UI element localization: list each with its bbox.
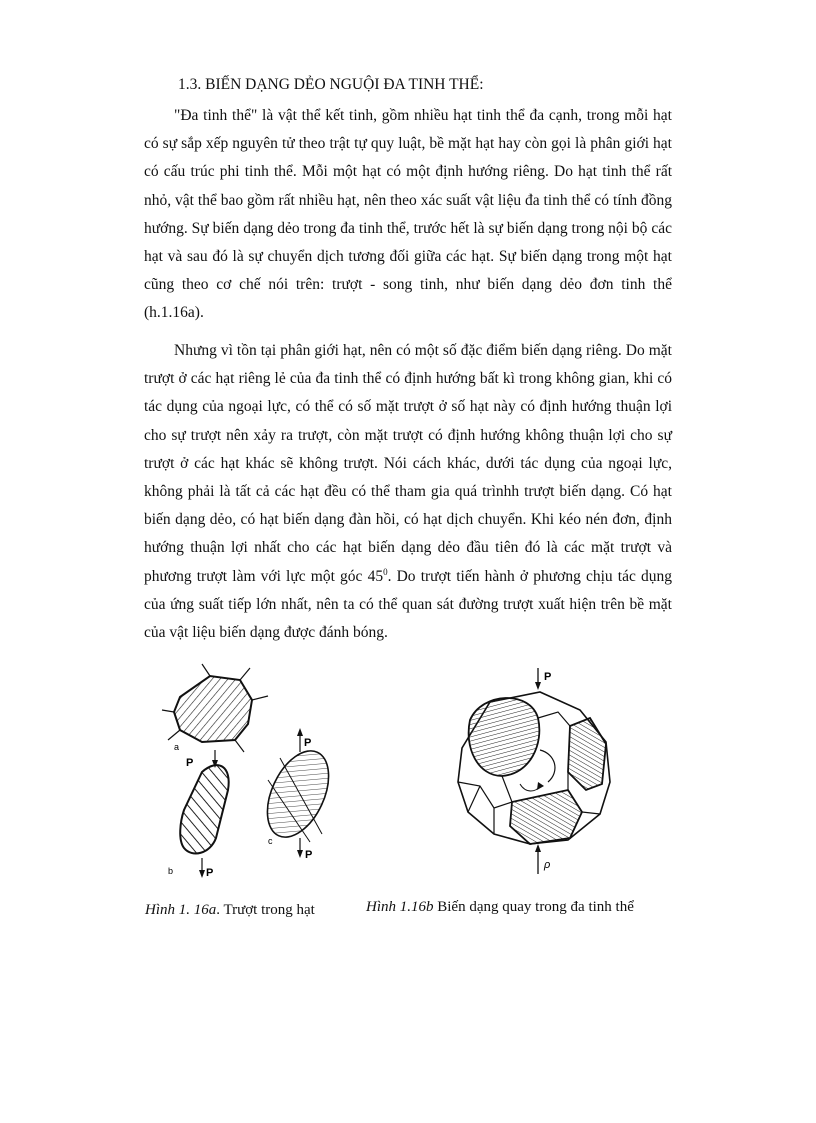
figure-1-16b-caption — [366, 899, 634, 916]
rotated-grain-2 — [568, 718, 606, 790]
caption-a-text: . Trượt trong hạt — [216, 902, 315, 918]
label-c: c — [268, 836, 273, 846]
label-p-bottom: ρ — [544, 859, 551, 871]
paragraph-2-text: Nhưng vì tồn tại phân giới hạt, nên có một số đặc điểm biến dạng riêng. Do mặt trượt ở các hạt riêng lẻ của đa tinh thể có định hướng bất kì trong không gian, khi có tác dụng của ngoại lực, có thể có số mặt trượt ở số hạt này có định hướng thuận lợi cho sự trượt nên xảy ra trượt, còn mặt trượt có định hướng không thuận lợi cho sự trượt ở các hạt khác sẽ không trượt. Nói cách khác, dưới tác dụng của ngoại lực, không phải là tất cả các hạt đều có thể tham gia quá trìnhh trượt biến dạng. Có hạt biến dạng dẻo, có hạt biến dạng đàn hồi, có hạt dịch chuyển. Khi kéo nén đơn, định hướng thuận lợi nhất cho các hạt biến dạng dẻo đầu tiên đó là các mặt trượt và phương trượt làm với lực một góc 45 — [144, 342, 672, 585]
label-p-top: P — [544, 671, 552, 683]
label-b: b — [168, 866, 174, 876]
label-p-bottom-c: P — [305, 849, 313, 861]
rotation-arrow-icon — [520, 784, 540, 791]
arrow-head-icon — [297, 850, 303, 858]
label-p-top-c: P — [304, 737, 312, 749]
label-p-top-b: P — [186, 757, 194, 769]
label-p-bottom-b: P — [206, 867, 214, 879]
section-heading: 1.3. BIẾN DẠNG DẺO NGUỘI ĐA TINH THỂ: — [178, 76, 484, 93]
rotated-grain-3 — [510, 790, 582, 844]
arrow-head-icon — [535, 682, 541, 690]
label-a: a — [174, 742, 180, 752]
degree-superscript: 0 — [383, 566, 388, 577]
grain-a — [162, 664, 268, 752]
paragraph-1: "Đa tinh thể" là vật thể kết tinh, gồm nhiều hạt tinh thể đa cạnh, trong mỗi hạt có sự sắp xếp nguyên tử theo trật tự quy luật, bề mặt hạt hay còn gọi là phân giới hạt có cấu trúc phi tinh thể. Mỗi một hạt có một định hướng riêng. Do hạt tinh thể rất nhỏ, vật thể bao gồm rất nhiều hạt, nên theo xác suất vật liệu đa tinh thể có tính đồng hướng. Sự biến dạng dẻo trong đa tinh thể, trước hết là sự biến dạng trong nội bộ các hạt và sau đó là sự chuyển dịch tương đối giữa các hạt. Sự biến dạng trong một hạt cũng theo cơ chế nói trên: trượt - song tinh, như biến dạng dẻo đơn tinh thể (h.1.16a). — [144, 107, 672, 322]
arrow-head-icon — [297, 728, 303, 736]
arrow-head-icon — [535, 844, 541, 852]
grain-c — [255, 728, 341, 861]
caption-a-label: Hình 1. 16a — [145, 902, 217, 918]
paragraph-2 — [144, 337, 672, 647]
grain-b — [168, 750, 229, 879]
rotated-grain-1 — [469, 698, 540, 776]
caption-b-text: Biến dạng quay trong đa tinh thể — [433, 899, 634, 915]
arrow-head-icon — [199, 870, 205, 878]
figure-1-16b — [440, 662, 620, 882]
arrow-head-icon — [537, 782, 544, 790]
figure-1-16a — [140, 662, 380, 892]
figure-1-16a-caption — [145, 902, 315, 919]
paragraph-2-text-end: . Do trượt tiến hành ở phương chịu tác dụng của ứng suất tiếp lớn nhất, nên ta có thể quan sát đường trượt xuất hiện trên bề mặt của vật liệu biến dạng được đánh bóng. — [144, 567, 673, 642]
caption-b-label: Hình 1.16b — [366, 899, 434, 915]
